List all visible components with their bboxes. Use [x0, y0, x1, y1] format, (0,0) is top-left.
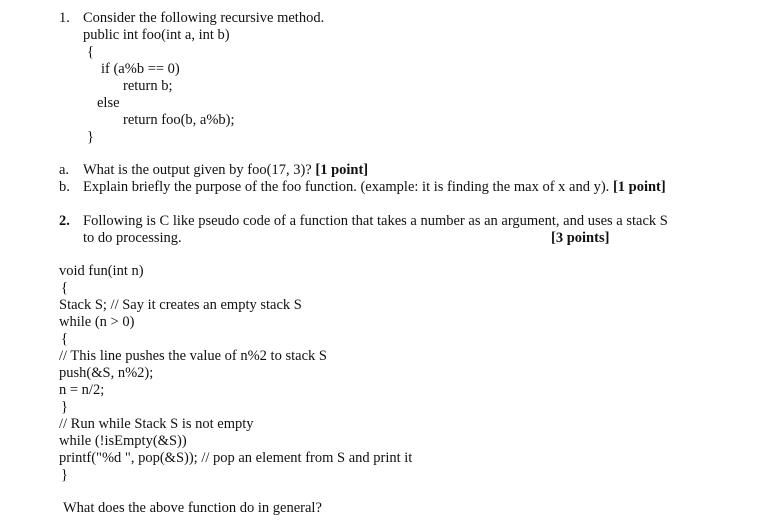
q2-code-line: // Run while Stack S is not empty: [59, 416, 254, 432]
q2-code-line: // This line pushes the value of n%2 to stack S: [59, 348, 327, 364]
q1-part-b: [83, 179, 666, 196]
q1-code-line: }: [87, 129, 94, 145]
q2-code-line: n = n/2;: [59, 382, 105, 398]
q1-part-a-letter: a.: [59, 162, 70, 178]
q2-points: [3 points]: [551, 230, 610, 246]
q1-part-b-letter: b.: [59, 179, 70, 195]
q2-code-line: }: [61, 467, 68, 483]
q1-code-line: return b;: [123, 78, 173, 94]
q2-code-line: {: [61, 280, 68, 296]
q1-code-line: return foo(b, a%b);: [123, 112, 235, 128]
q2-code-line: printf("%d ", pop(&S)); // pop an element from S and print it: [59, 450, 413, 466]
q2-code-line: Stack S; // Say it creates an empty stack S: [59, 297, 302, 313]
q1-intro: Consider the following recursive method.: [83, 10, 325, 26]
q1-part-b-points: [1 point]: [612, 179, 666, 195]
q2-number: 2.: [59, 213, 70, 229]
q2-code-line: push(&S, n%2);: [59, 365, 154, 381]
q2-code-line: void fun(int n): [59, 263, 144, 279]
q1-number: 1.: [59, 10, 70, 26]
q1-part-a: [83, 162, 368, 179]
q1-code-line: else: [97, 95, 120, 111]
q2-question: What does the above function do in general?: [63, 500, 322, 516]
q1-part-a-text: What is the output given by foo(17, 3)?: [83, 162, 316, 178]
q2-code-line: }: [61, 399, 68, 415]
q2-code-line: while (n > 0): [59, 314, 135, 330]
q1-code-line: public int foo(int a, int b): [83, 27, 230, 43]
q2-code-line: {: [61, 331, 68, 347]
q1-code-line: if (a%b == 0): [101, 61, 180, 77]
q1-part-b-text: Explain briefly the purpose of the foo function. (example: it is finding the max of x and y).: [83, 179, 613, 195]
q2-code-line: while (!isEmpty(&S)): [59, 433, 187, 449]
q2-intro-line2: to do processing.: [83, 230, 182, 246]
q1-part-a-points: [1 point]: [315, 162, 369, 178]
q2-intro-line1: Following is C like pseudo code of a function that takes a number as an argument, and uses a stack S: [83, 213, 668, 229]
q1-code-line: {: [87, 44, 94, 60]
